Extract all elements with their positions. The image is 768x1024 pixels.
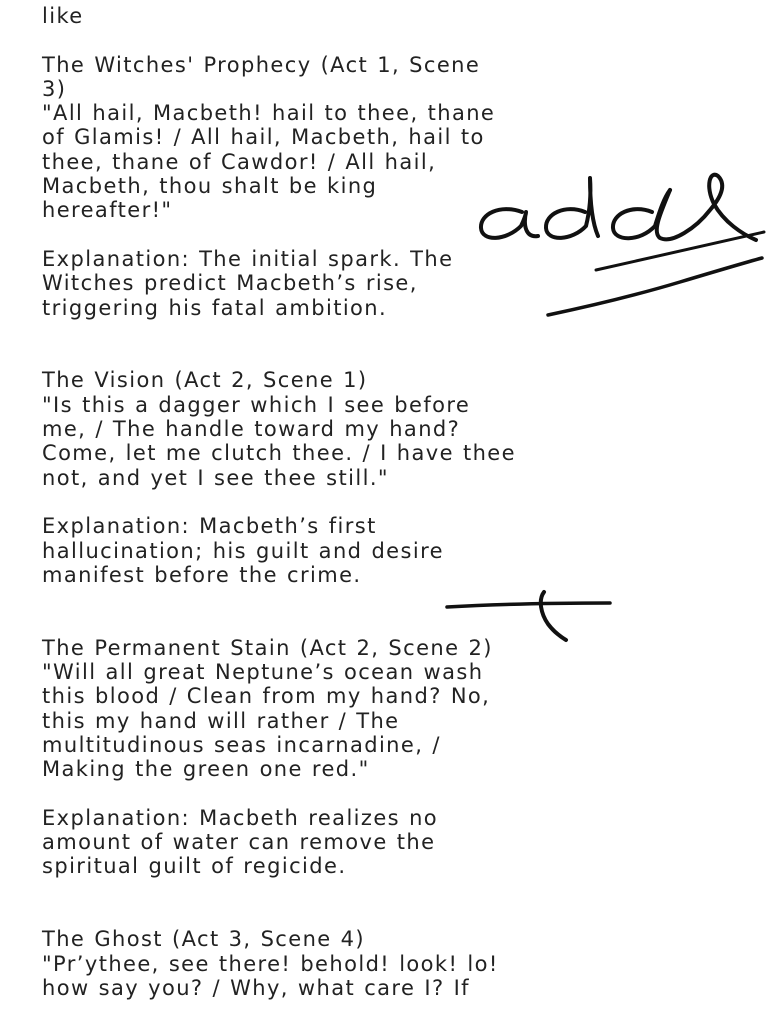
quote-line: "All hail, Macbeth! hail to thee, thane — [42, 101, 496, 126]
section-vision — [42, 368, 742, 587]
quote-line: not, and yet I see thee still." — [42, 465, 389, 490]
section-heading: The Witches' Prophecy (Act 1, Scene — [42, 52, 481, 77]
explanation-line: spiritual guilt of regicide. — [42, 854, 347, 879]
quote-line: hereafter!" — [42, 198, 173, 223]
quote-line: how say you? / Why, what care I? If — [42, 975, 470, 1000]
section-ghost — [42, 927, 742, 1000]
section-heading: The Permanent Stain (Act 2, Scene 2) — [42, 635, 493, 660]
quote-line: me, / The handle toward my hand? — [42, 417, 461, 442]
explanation-line: hallucination; his guilt and desire — [42, 538, 444, 563]
explanation-line: Explanation: The initial spark. The — [42, 246, 454, 271]
explanation-line: amount of water can remove the — [42, 830, 436, 855]
quote-line: this blood / Clean from my hand? No, — [42, 684, 491, 709]
explanation-line: Explanation: Macbeth realizes no — [42, 805, 439, 830]
top-fragment: like — [42, 4, 84, 28]
section-heading: 3) — [42, 76, 67, 101]
quote-line: this my hand will rather / The — [42, 708, 400, 733]
document-text — [42, 4, 742, 1000]
section-heading: The Ghost (Act 3, Scene 4) — [42, 927, 366, 952]
section-witches-prophecy — [42, 53, 742, 320]
explanation-line: Witches predict Macbeth’s rise, — [42, 271, 418, 296]
quote-line: thee, thane of Cawdor! / All hail, — [42, 149, 437, 174]
section-permanent-stain — [42, 636, 742, 879]
quote-line: "Is this a dagger which I see before — [42, 392, 471, 417]
quote-line: Making the green one red." — [42, 757, 370, 782]
explanation-line: triggering his fatal ambition. — [42, 295, 388, 320]
quote-line: Come, let me clutch thee. / I have thee — [42, 441, 516, 466]
quote-line: "Will all great Neptune’s ocean wash — [42, 660, 484, 685]
quote-line: "Pr’ythee, see there! behold! look! lo! — [42, 951, 499, 976]
explanation-line: manifest before the crime. — [42, 562, 362, 587]
section-heading: The Vision (Act 2, Scene 1) — [42, 368, 368, 393]
quote-line: of Glamis! / All hail, Macbeth, hail to — [42, 125, 485, 150]
explanation-line: Explanation: Macbeth’s first — [42, 514, 377, 539]
quote-line: multitudinous seas incarnadine, / — [42, 732, 441, 757]
quote-line: Macbeth, thou shalt be king — [42, 174, 378, 199]
